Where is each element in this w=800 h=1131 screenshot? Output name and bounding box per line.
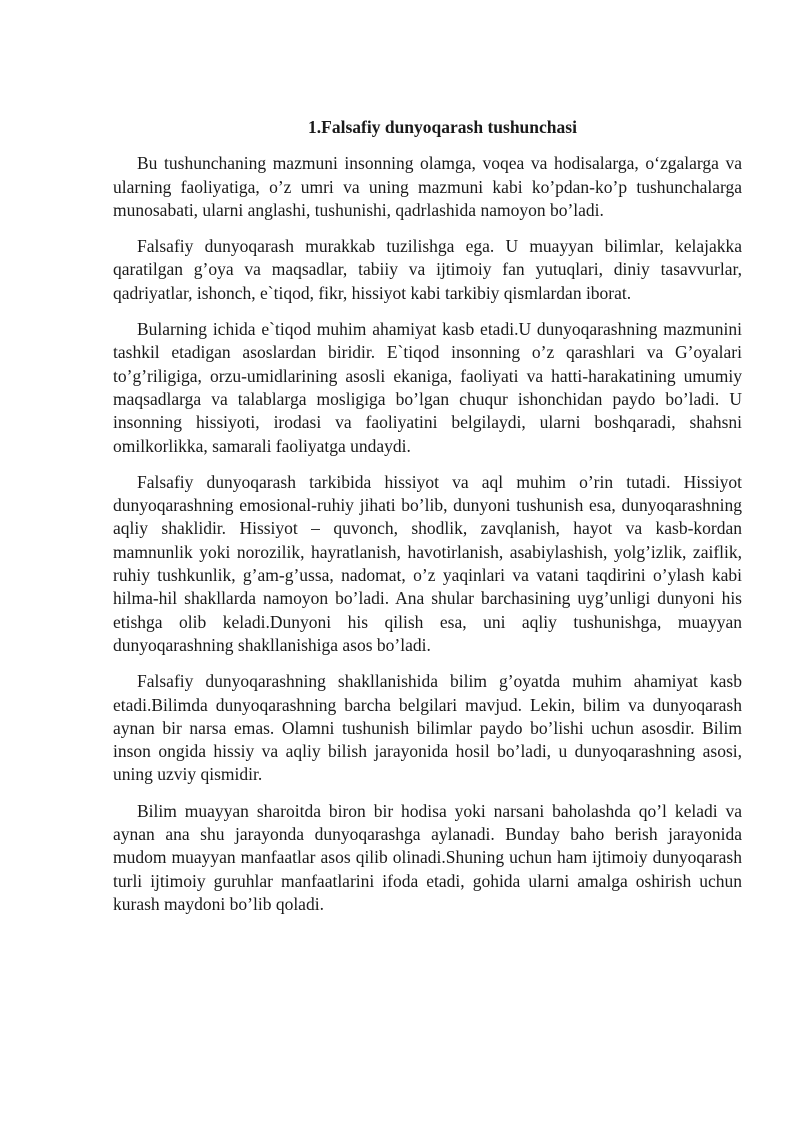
paragraph-5: Falsafiy dunyoqarashning shakllanishida bilim g’oyatda muhim ahamiyat kasb etadi.Bilimda dunyoqarashning barcha belgilari mavjud. Lekin, bilim va dunyoqarash aynan bir narsa emas. Olamni tushunish bilimlar paydo bo’lishi uchun asosdir. Bilim inson ongida hissiy va aqliy bilish jarayonida hosil bo’ladi, u dunyoqarashning asosi, uning uzviy qismidir.	[113, 671, 742, 785]
paragraph-1: Bu tushunchaning mazmuni insonning olamga, voqea va hodisalarga, o‘zgalarga va ularning faoliyatiga, o’z umri va uning mazmuni kabi ko’pdan-ko’p tushunchalarga munosabati, ularni anglashi, tushunishi, qadrlashida namoyon bo’ladi.	[113, 153, 742, 220]
paragraph-2: Falsafiy dunyoqarash murakkab tuzilishga ega. U muayyan bilimlar, kelajakka qaratilgan g’oya va maqsadlar, tabiiy va ijtimoiy fan yutuqlari, diniy tasavvurlar, qadriyatlar, ishonch, e`tiqod, fikr, hissiyot kabi tarkibiy qismlardan iborat.	[113, 236, 742, 303]
section-title: 1.Falsafiy dunyoqarash tushunchasi	[308, 117, 577, 137]
paragraph-4: Falsafiy dunyoqarash tarkibida hissiyot va aql muhim o’rin tutadi. Hissiyot dunyoqarashning emosional-ruhiy jihati bo’lib, dunyoni tushunish esa, dunyoqarashning aqliy shaklidir. Hissiyot – quvonch, shodlik, zavqlanish, hayot va kasb-kordan mamnunlik yoki norozilik, hayratlanish, havotirlanish, asabiylashish, yolg’izlik, zaiflik, ruhiy tushkunlik, g’am-g’ussa, nadomat, o’z yaqinlari va vatani taqdirini o’ylash kabi hilma-hil shakllarda namoyon bo’ladi. Ana shular barchasining uyg’unligi dunyoni his etishga olib keladi.Dunyoni his qilish esa, uni aqliy tushunishga, muayyan dunyoqarashning shakllanishiga asos bo’ladi.	[113, 471, 742, 655]
document-body	[113, 116, 742, 929]
paragraph-3: Bularning ichida e`tiqod muhim ahamiyat kasb etadi.U dunyoqarashning mazmunini tashkil etadigan asoslardan biridir. E`tiqod insonning o’z qarashlari va G’oyalari to’g’riligiga, orzu-umidlarining asosli ekaniga, faoliyati va hatti-harakatining umumiy maqsadlarga va talablarga mosligiga bo’lgan chuqur ishonchidan paydo bo’ladi. U insonning hissiyoti, irodasi va faoliyatini belgilaydi, ularni boshqaradi, shahsni omilkorlikka, samarali faoliyatga undaydi.	[113, 319, 742, 456]
paragraph-6: Bilim muayyan sharoitda biron bir hodisa yoki narsani baholashda qo’l keladi va aynan ana shu jarayonda dunyoqarashga aylanadi. Bunday baho berish jarayonida mudom muayyan manfaatlar asos qilib olinadi.Shuning uchun ham ijtimoiy dunyoqarash turli ijtimoiy guruhlar manfaatlarini ifoda etadi, gohida ularni amalga oshirish uchun kurash maydoni bo’lib qoladi.	[113, 800, 742, 914]
